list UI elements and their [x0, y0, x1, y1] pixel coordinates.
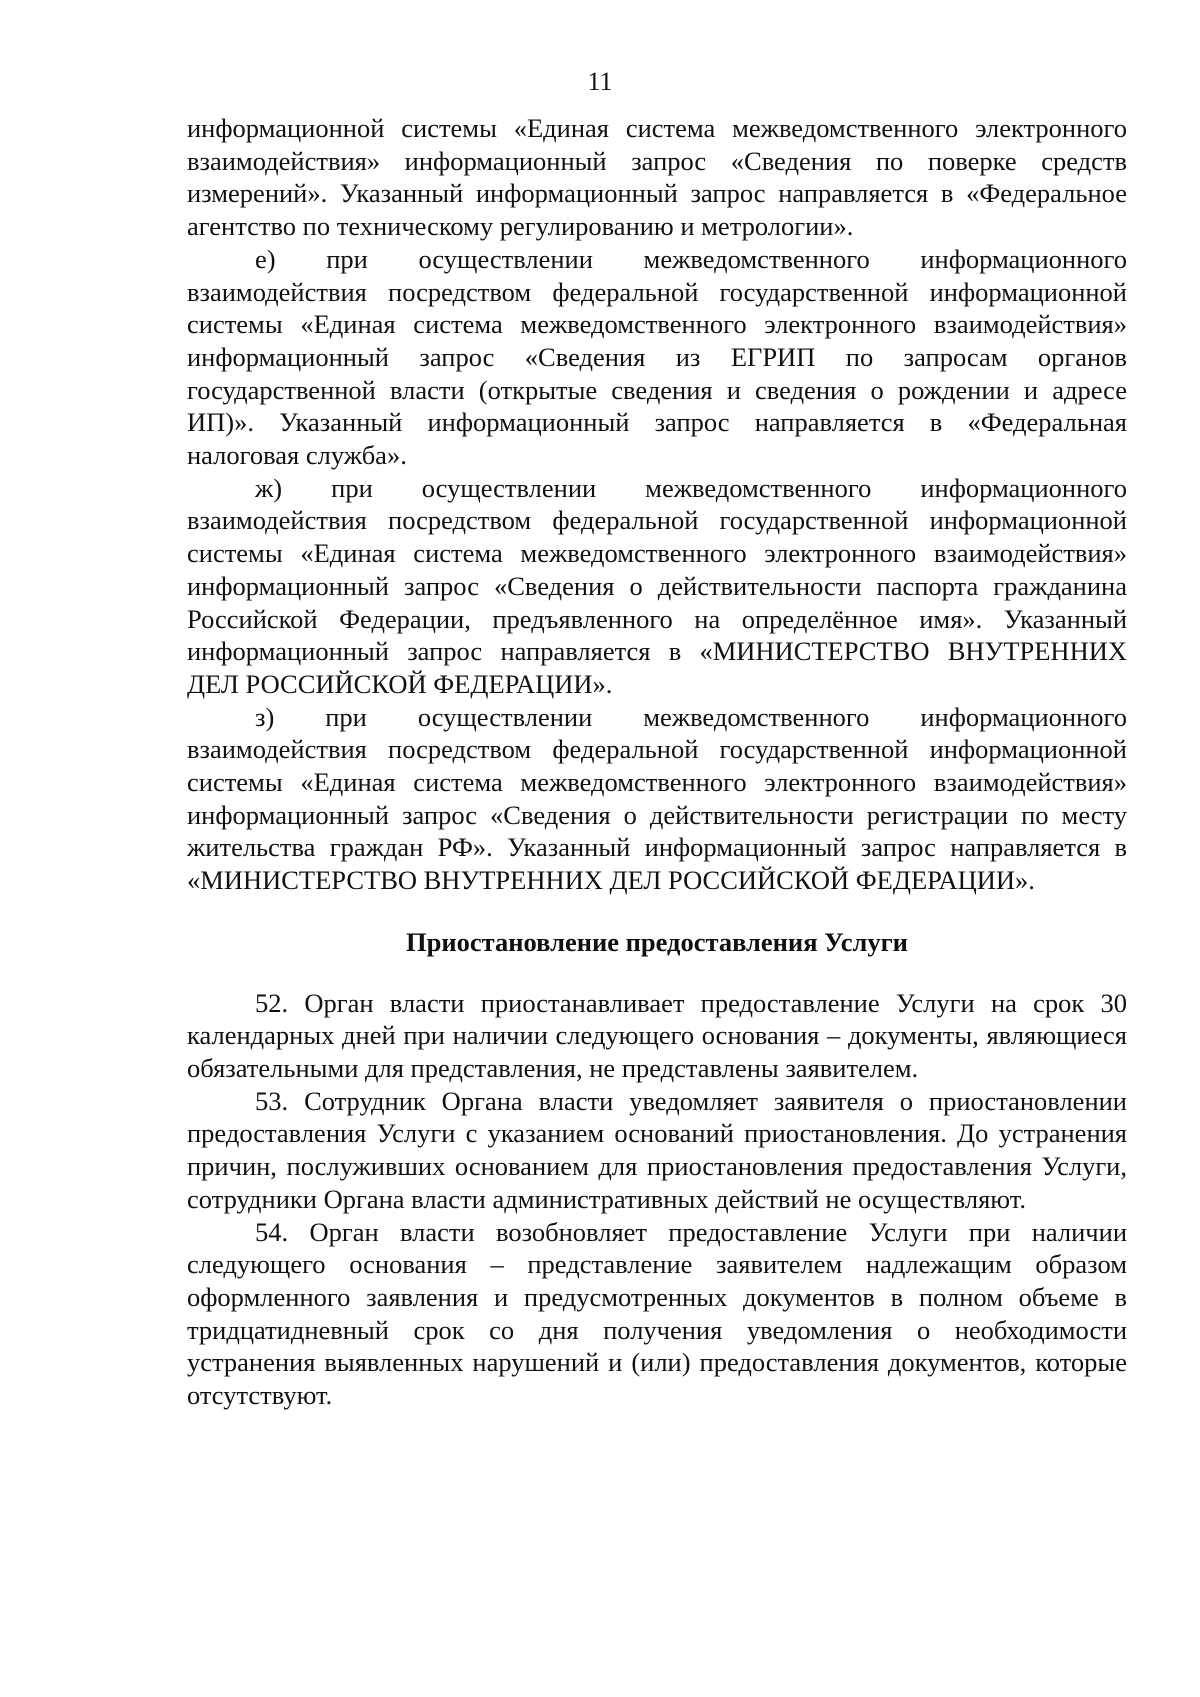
- list-item-zh: ж) при осуществлении межведомственного информационного взаимодействия посредством федеральной государственной информационной системы «Единая система межведомственного электронного взаимодействия» информационный запрос «Сведения о действительности паспорта гражданина Российской Федерации, предъявленного на определённое имя». Указанный информационный запрос направляется в «МИНИСТЕРСТВО ВНУТРЕННИХ ДЕЛ РОССИЙСКОЙ ФЕДЕРАЦИИ».: [187, 472, 1127, 699]
- paragraph-52: 52. Орган власти приостанавливает предоставление Услуги на срок 30 календарных дней при наличии следующего основания – документы, являющиеся обязательными для представления, не представлены заявителем.: [187, 987, 1127, 1083]
- list-item-e: е) при осуществлении межведомственного информационного взаимодействия посредством федеральной государственной информационной системы «Единая система межведомственного электронного взаимодействия» информационный запрос «Сведения из ЕГРИП по запросам органов государственной власти (открытые сведения и сведения о рождении и адресе ИП)». Указанный информационный запрос направляется в «Федеральная налоговая служба».: [187, 243, 1127, 471]
- page-number: 11: [587, 67, 613, 96]
- continuation-paragraph: информационной системы «Единая система межведомственного электронного взаимодействия» информационный запрос «Сведения по поверке средств измерений». Указанный информационный запрос направляется в «Федеральное агентство по техническому регулированию и метрологии».: [187, 113, 1127, 242]
- paragraph-54: 54. Орган власти возобновляет предоставление Услуги при наличии следующего основания – представление заявителем надлежащим образом оформленного заявления и предусмотренных документов в полном объеме в тридцатидневный срок со дня получения уведомления о необходимости устранения выявленных нарушений и (или) предоставления документов, которые отсутствуют.: [187, 1216, 1127, 1411]
- section-heading: Приостановление предоставления Услуги: [406, 926, 908, 957]
- list-item-z: з) при осуществлении межведомственного информационного взаимодействия посредством федеральной государственной информационной системы «Единая система межведомственного электронного взаимодействия» информационный запрос «Сведения о действительности регистрации по месту жительства граждан РФ». Указанный информационный запрос направляется в «МИНИСТЕРСТВО ВНУТРЕННИХ ДЕЛ РОССИЙСКОЙ ФЕДЕРАЦИИ».: [187, 701, 1127, 896]
- document-body: [187, 112, 1127, 1412]
- paragraph-53: 53. Сотрудник Органа власти уведомляет заявителя о приостановлении предоставления Услуги с указанием оснований приостановления. До устранения причин, послуживших основанием для приостановления предоставления Услуги, сотрудники Органа власти административных действий не осуществляют.: [187, 1085, 1127, 1214]
